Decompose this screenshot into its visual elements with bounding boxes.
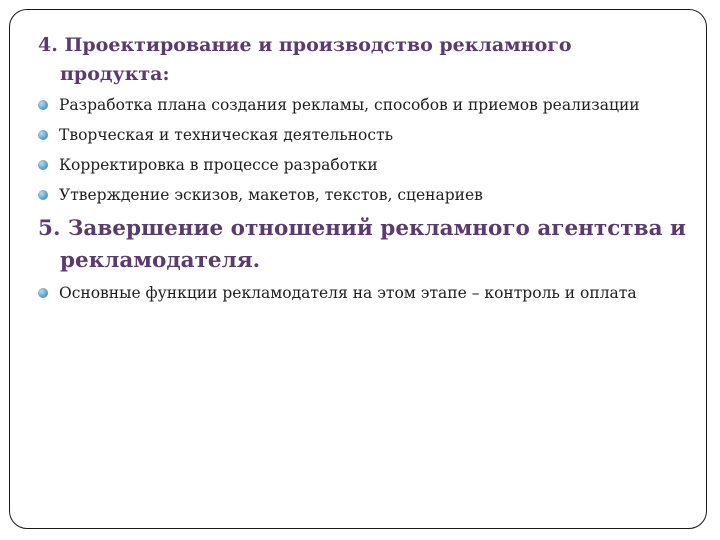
section-4-title-continued: продукта:: [60, 63, 170, 85]
list-item-text: Утверждение эскизов, макетов, текстов, сценариев: [59, 186, 483, 204]
list-item-text: Творческая и техническая деятельность: [59, 126, 394, 144]
section-4-title: 4. Проектирование и производство рекламного: [38, 34, 572, 56]
list-item: [38, 154, 378, 176]
list-item: [38, 184, 483, 206]
list-item: [38, 94, 640, 116]
list-item: [38, 282, 637, 304]
list-item-text: Разработка плана создания рекламы, способов и приемов реализации: [59, 96, 640, 114]
bullet-icon: [38, 288, 48, 298]
bullet-icon: [38, 160, 48, 170]
bullet-icon: [38, 190, 48, 200]
bullet-icon: [38, 100, 48, 110]
section-5-title: 5. Завершение отношений рекламного агентства и: [38, 216, 686, 241]
list-item: [38, 124, 393, 146]
list-item-text: Корректировка в процессе разработки: [59, 156, 378, 174]
section-5-title-continued: рекламодателя.: [60, 248, 261, 273]
bullet-icon: [38, 130, 48, 140]
list-item-text: Основные функции рекламодателя на этом этапе – контроль и оплата: [59, 284, 637, 302]
slide-frame: [9, 9, 707, 529]
